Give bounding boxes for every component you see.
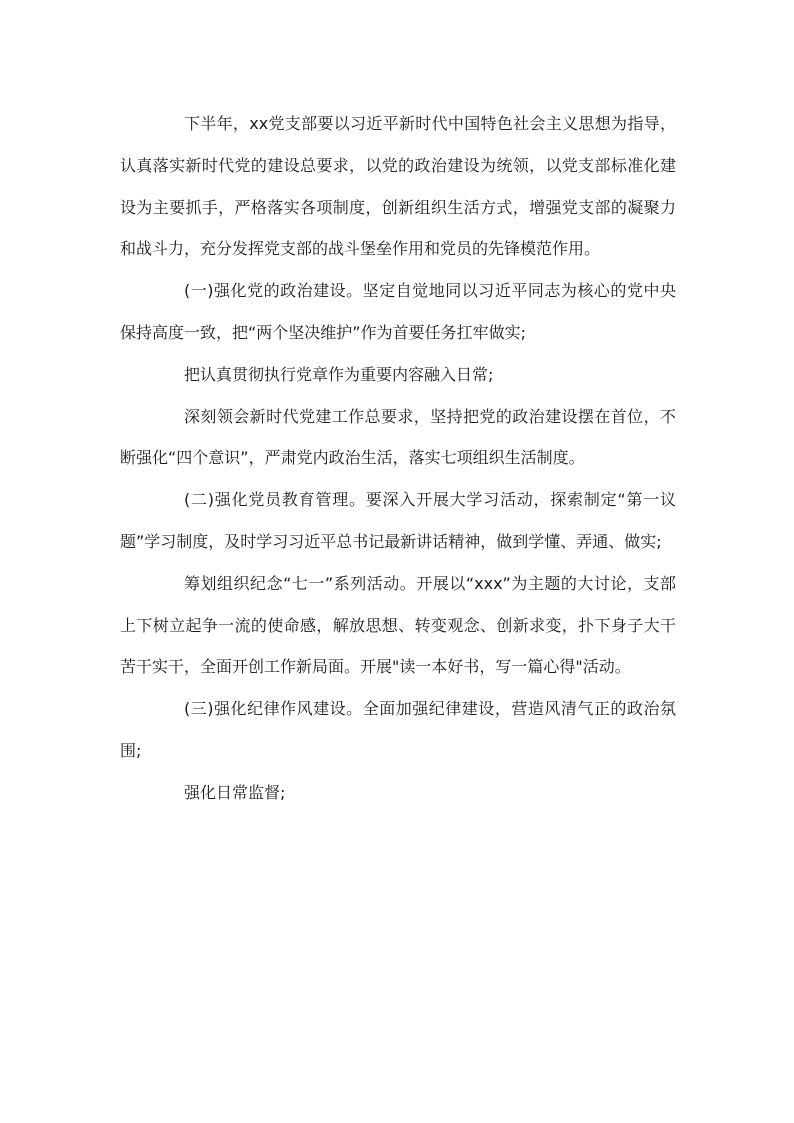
paragraph-political-building: (一)强化党的政治建设。坚定自觉地同以习近平同志为核心的党中央保持高度一致，把“两个坚决维护”作为首要任务扛牢做实; [120, 281, 676, 342]
paragraph-discipline-style: (三)强化纪律作风建设。全面加强纪律建设，营造风清气正的政治氛围; [120, 699, 676, 760]
paragraph-daily-supervision: 强化日常监督; [184, 782, 286, 802]
paragraph-party-building-requirements: 深刻领会新时代党建工作总要求，坚持把党的政治建设摆在首位，不断强化“四个意识”，严肃党内政治生活，落实七项组织生活制度。 [120, 406, 676, 468]
document-body [120, 103, 676, 814]
paragraph-member-education: (二)强化党员教育管理。要深入开展大学习活动，探索制定“第一议题”学习制度，及时学习习近平总书记最新讲话精神，做到学懂、弄通、做实; [120, 490, 676, 551]
paragraph-intro: 下半年，xx党支部要以习近平新时代中国特色社会主义思想为指导，认真落实新时代党的建设总要求，以党的政治建设为统领，以党支部标准化建设为主要抓手，严格落实各项制度，创新组织生活方式，增强党支部的凝聚力和战斗力，充分发挥党支部的战斗堡垒作用和党员的先锋模范作用。 [120, 114, 676, 259]
paragraph-party-constitution: 把认真贯彻执行党章作为重要内容融入日常; [184, 364, 494, 384]
paragraph-july-first-activities: 筹划组织纪念“七一”系列活动。开展以“xxx”为主题的大讨论，支部上下树立起争一流的使命感，解放思想、转变观念、创新求变，扑下身子大干苦干实干，全面开创工作新局面。开展"读一本好书，写一篇心得"活动。 [120, 573, 676, 677]
